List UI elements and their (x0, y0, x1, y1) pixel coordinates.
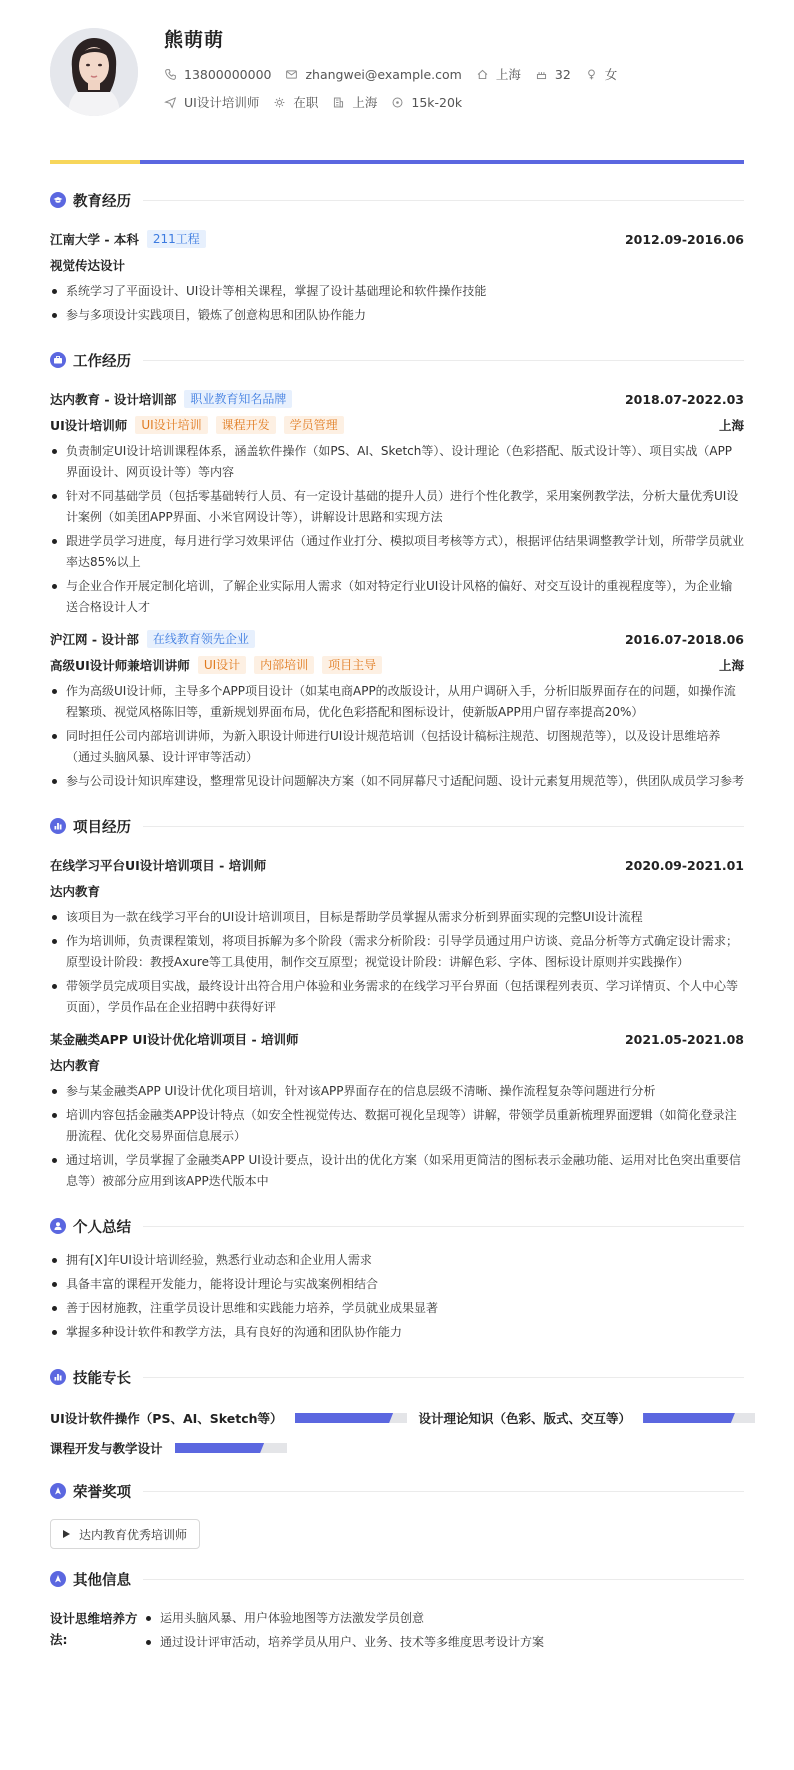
project-org-line (50, 1052, 744, 1078)
list-item: 培训内容包括金融类APP设计特点（如安全性视觉传达、数据可视化呈现等）讲解，带领学员重新梳理界面逻辑（如简化登录注册流程、优化交易界面信息展示） (50, 1105, 744, 1147)
skills-list (50, 1403, 744, 1463)
graduation-cap-icon (50, 192, 66, 208)
company-name: 达内教育 - 设计培训部 (50, 392, 177, 407)
list-item: 通过培训，学员掌握了金融类APP UI设计要点，设计出的优化方案（如采用更简洁的图标表示金融功能、运用对比色突出重要信息等）被部分应用到该APP迭代版本中 (50, 1150, 744, 1192)
award-item[interactable] (50, 1519, 200, 1549)
phone-item (164, 67, 271, 82)
skill-name: 设计理论知识（色彩、版式、交互等） (418, 1411, 632, 1426)
summary-bullets (50, 1250, 744, 1343)
list-item: 拥有[X]年UI设计培训经验，熟悉行业动态和企业用人需求 (50, 1250, 744, 1271)
work-entry (50, 386, 744, 618)
job-item (164, 93, 259, 111)
company-tag: 在线教育领先企业 (147, 630, 255, 648)
section-title: 工作经历 (73, 353, 131, 370)
section-title: 其他信息 (73, 1572, 131, 1589)
info-icon (50, 1571, 66, 1587)
role-name: UI设计培训师 (50, 418, 128, 433)
project-org: 达内教育 (50, 884, 101, 899)
money-icon (391, 96, 404, 109)
resume-header (50, 28, 744, 128)
list-item: 参与某金融类APP UI设计优化项目培训，针对该APP界面存在的信息层级不清晰、操作流程复杂等问题进行分析 (50, 1081, 744, 1102)
list-item: 系统学习了平面设计、UI设计等相关课程，掌握了设计基础理论和软件操作技能 (50, 281, 744, 302)
skill-bar-fill (175, 1443, 265, 1453)
header-info (164, 28, 631, 114)
role-line (50, 652, 744, 678)
list-item: 针对不同基础学员（包括零基础转行人员、有一定设计基础的提升人员）进行个性化教学，采用案例教学法，分析大量优秀UI设计案例（如美团APP界面、小米官网设计等），讲解设计思路和实现方法 (50, 486, 744, 528)
project-org-line (50, 878, 744, 904)
list-item: 带领学员完成项目实战，最终设计出符合用户体验和业务需求的在线学习平台界面（包括课程列表页、学习详情页、个人中心等页面），学员作品在企业招聘中获得好评 (50, 976, 744, 1018)
work-date: 2016.07-2018.06 (624, 631, 744, 647)
role-tag: UI设计培训 (135, 416, 207, 434)
skill-bar-fill (295, 1413, 394, 1423)
bar-chart-icon (50, 818, 66, 834)
other-bullets (144, 1605, 744, 1653)
section-divider (143, 200, 744, 201)
user-icon (50, 1218, 66, 1234)
role-tag: 项目主导 (322, 656, 382, 674)
list-item: 与企业合作开展定制化培训，了解企业实际用人需求（如对特定行业UI设计风格的偏好、对交互设计的重视程度等），为企业输送合格设计人才 (50, 576, 744, 618)
work-location: 上海 (718, 658, 744, 673)
work-entry-head (50, 626, 744, 652)
section-education (50, 182, 744, 218)
list-item: 作为培训师，负责课程策划，将项目拆解为多个阶段（需求分析阶段：引导学员通过用户访谈、竞品分析等方式确定设计需求；原型设计阶段：教授Axure等工具使用，制作交互原型；视觉设计阶段：讲解色彩、字体、图标设计原则并实践操作） (50, 931, 744, 973)
bar-chart-icon (50, 1369, 66, 1385)
project-entry (50, 1026, 744, 1192)
education-date: 2012.09-2016.06 (624, 231, 744, 247)
skill-bar (643, 1413, 755, 1423)
list-item: 作为高级UI设计师，主导多个APP项目设计（如某电商APP的改版设计，从用户调研入手，分析旧版界面存在的问题，如操作流程繁琐、视觉风格陈旧等，重新规划界面布局，优化色彩搭配和图标设计，使新版APP用户留存率提高20%） (50, 681, 744, 723)
work-location: 上海 (718, 418, 744, 433)
skill-bar (175, 1443, 287, 1453)
role-tag: UI设计 (198, 656, 246, 674)
briefcase-icon (50, 352, 66, 368)
project-name: 某金融类APP UI设计优化培训项目 - 培训师 (50, 1032, 299, 1047)
section-projects (50, 808, 744, 844)
project-bullets (50, 907, 744, 1018)
email-text: zhangwei@example.com (305, 66, 462, 82)
skill-name: UI设计软件操作（PS、AI、Sketch等） (50, 1411, 283, 1426)
list-item: 善于因材施教，注重学员设计思维和实践能力培养，学员就业成果显著 (50, 1298, 744, 1319)
list-item: 参与公司设计知识库建设，整理常见设计问题解决方案（如不同屏幕尺寸适配问题、设计元素复用规范等），供团队成员学习参考 (50, 771, 744, 792)
major-name: 视觉传达设计 (50, 258, 126, 273)
award-icon (50, 1483, 66, 1499)
skill-item (50, 1409, 407, 1427)
skill-item (419, 1409, 756, 1427)
section-divider (143, 1226, 744, 1227)
skill-bar (295, 1413, 407, 1423)
section-work (50, 342, 744, 378)
work-entry (50, 626, 744, 792)
section-title: 个人总结 (73, 1219, 131, 1236)
gender-text: 女 (604, 67, 618, 82)
divider-accent-yellow (50, 160, 140, 164)
salary-item (391, 95, 462, 110)
building-icon (332, 96, 345, 109)
section-skills (50, 1359, 744, 1395)
company-tag: 职业教育知名品牌 (184, 390, 292, 408)
section-title: 教育经历 (73, 193, 131, 210)
project-name: 在线学习平台UI设计培训项目 - 培训师 (50, 858, 267, 873)
age-text: 32 (554, 66, 571, 82)
work-bullets (50, 681, 744, 792)
list-item: 掌握多种设计软件和教学方法，具有良好的沟通和团队协作能力 (50, 1322, 744, 1343)
salary-text: 15k-20k (411, 94, 463, 110)
city-text: 上海 (495, 67, 521, 82)
job-text: UI设计培训师 (184, 95, 260, 110)
email-item (285, 67, 461, 82)
role-line (50, 412, 744, 438)
skill-name: 课程开发与教学设计 (50, 1441, 163, 1456)
section-title: 技能专长 (73, 1370, 131, 1387)
company-name: 沪江网 - 设计部 (50, 632, 139, 647)
contact-row (164, 62, 631, 86)
role-tag: 学员管理 (284, 416, 344, 434)
school-tag: 211工程 (147, 230, 206, 248)
role-name: 高级UI设计师兼培训讲师 (50, 658, 190, 673)
intent-city-item (332, 93, 377, 111)
list-item: 跟进学员学习进度，每月进行学习效果评估（通过作业打分、模拟项目考核等方式），根据评估结果调整教学计划，所带学员就业率达85%以上 (50, 531, 744, 573)
age-item (535, 67, 571, 82)
section-divider (143, 1491, 744, 1492)
project-bullets (50, 1081, 744, 1192)
send-icon (164, 96, 177, 109)
status-item (273, 93, 318, 111)
project-entry (50, 852, 744, 1018)
intent-city-text: 上海 (352, 95, 378, 110)
project-entry-head (50, 1026, 744, 1052)
section-divider (143, 1579, 744, 1580)
phone-text: 13800000000 (184, 66, 272, 82)
home-icon (476, 68, 489, 81)
award-label: 达内教育优秀培训师 (79, 1527, 188, 1542)
section-title: 荣誉奖项 (73, 1484, 131, 1501)
work-entry-head (50, 386, 744, 412)
play-icon (63, 1530, 70, 1538)
project-org: 达内教育 (50, 1058, 101, 1073)
status-text: 在职 (293, 95, 319, 110)
education-entry-head (50, 226, 744, 252)
gear-icon (273, 96, 286, 109)
section-title: 项目经历 (73, 819, 131, 836)
avatar (50, 28, 138, 116)
project-date: 2020.09-2021.01 (624, 857, 744, 873)
gender-icon (585, 68, 598, 81)
cake-icon (535, 68, 548, 81)
job-row (164, 90, 631, 114)
work-date: 2018.07-2022.03 (624, 391, 744, 407)
role-tag: 课程开发 (216, 416, 276, 434)
skill-row (50, 1403, 744, 1433)
section-other (50, 1561, 744, 1597)
list-item: 具备丰富的课程开发能力，能将设计理论与实战案例相结合 (50, 1274, 744, 1295)
section-divider (143, 826, 744, 827)
city-item (476, 65, 521, 83)
section-divider (143, 360, 744, 361)
role-tag: 内部培训 (254, 656, 314, 674)
divider-accent-blue (140, 160, 744, 164)
major-line (50, 252, 744, 278)
list-item: 同时担任公司内部培训讲师，为新入职设计师进行UI设计规范培训（包括设计稿标注规范、切图规范等），以及设计思维培养（通过头脑风暴、设计评审等活动） (50, 726, 744, 768)
other-label: 设计思维培养方法: (50, 1611, 138, 1647)
list-item: 通过设计评审活动，培养学员从用户、业务、技术等多维度思考设计方案 (144, 1632, 744, 1653)
project-entry-head (50, 852, 744, 878)
skill-row (50, 1433, 744, 1463)
work-bullets (50, 441, 744, 618)
project-date: 2021.05-2021.08 (624, 1031, 744, 1047)
list-item: 运用头脑风暴、用户体验地图等方法激发学员创意 (144, 1608, 744, 1629)
list-item: 负责制定UI设计培训课程体系，涵盖软件操作（如PS、AI、Sketch等）、设计理论（色彩搭配、版式设计等）、项目实战（APP界面设计、网页设计等）等内容 (50, 441, 744, 483)
mail-icon (285, 68, 298, 81)
section-divider (143, 1377, 744, 1378)
candidate-name: 熊萌萌 (164, 29, 225, 51)
other-info-row (50, 1605, 744, 1653)
header-divider (50, 160, 744, 164)
list-item: 该项目为一款在线学习平台的UI设计培训项目，目标是帮助学员掌握从需求分析到界面实现的完整UI设计流程 (50, 907, 744, 928)
list-item: 参与多项设计实践项目，锻炼了创意构思和团队协作能力 (50, 305, 744, 326)
skill-bar-fill (643, 1413, 735, 1423)
section-summary (50, 1208, 744, 1244)
section-awards (50, 1473, 744, 1509)
phone-icon (164, 68, 177, 81)
education-bullets (50, 281, 744, 326)
gender-item (585, 65, 618, 83)
school-name: 江南大学 - 本科 (50, 232, 139, 247)
skill-item (50, 1439, 287, 1457)
